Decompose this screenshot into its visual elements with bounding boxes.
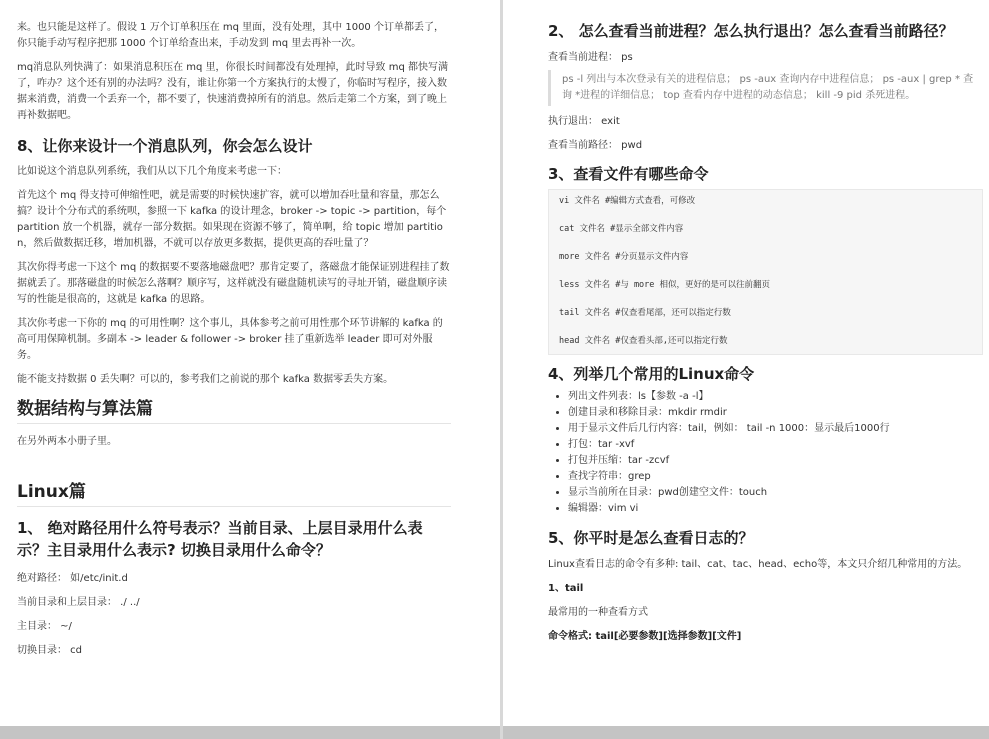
absolute-path-line: 绝对路径： 如/etc/init.d	[17, 573, 128, 584]
q8-paragraph-1: 比如说这个消息队列系统，我们从以下几个角度来考虑一下：	[17, 166, 287, 177]
current-dir-line: 当前目录和上层目录： ./ ../	[17, 597, 140, 608]
ds-heading-block	[17, 397, 451, 424]
code-line: vi 文件名 #编辑方式查看，可修改	[559, 196, 696, 206]
list-item: • 用于显示文件后几行内容：tail，例如： tail -n 1000：显示最后1000行	[568, 421, 983, 437]
q8-paragraph-5: 能不能支持数据 0 丢失啊？可以的，参考我们之前说的那个 kafka 数据零丢失方案。	[17, 374, 394, 385]
left-page-scrollbar[interactable]	[0, 726, 500, 739]
q8-heading: 8、让你来设计一个消息队列，你会怎么设计	[17, 137, 313, 155]
code-line: cat 文件名 #显示全部文件内容	[559, 224, 684, 234]
common-commands-list	[548, 389, 983, 517]
list-item: • 创建目录和移除目录：mkdir rmdir	[568, 405, 983, 421]
linux-q1-heading: 1、 绝对路径用什么符号表示？当前目录、上层目录用什么表示？主目录用什么表示? 切换目录用什么命令？	[17, 519, 423, 559]
list-item: • 查找字符串：grep	[568, 469, 983, 485]
q3-heading: 3、查看文件有哪些命令	[548, 165, 709, 183]
left-page-content	[17, 20, 451, 667]
right-page	[503, 0, 989, 739]
file-commands-code-block	[548, 189, 983, 355]
intro-paragraph: 来。也只能是这样了。假设 1 万个订单积压在 mq 里面，没有处理，其中 1000 个订单都丢了，你只能手动写程序把那 1000 个订单给查出来，手动发到 mq 里去再补一次。	[17, 22, 444, 49]
list-item: • 打包并压缩：tar -zcvf	[568, 453, 983, 469]
exit-command-line: 执行退出： exit	[548, 116, 620, 127]
tail-subheading	[548, 581, 983, 597]
tail-description: 最常用的一种查看方式	[548, 607, 648, 618]
list-item: • 打包：tar -xvf	[568, 437, 983, 453]
ds-paragraph: 在另外两本小册子里。	[17, 436, 117, 447]
command-format-text: 命令格式: tail[必要参数][选择参数][文件]	[548, 631, 742, 642]
list-item: • 显示当前所在目录：pwd创建空文件：touch	[568, 485, 983, 501]
view-process-line: 查看当前进程： ps	[548, 52, 633, 63]
code-line: more 文件名 #分页显示文件内容	[559, 252, 689, 262]
q8-paragraph-3: 其次你得考虑一下这个 mq 的数据要不要落地磁盘吧？那肯定要了，落磁盘才能保证别进程挂了数据就丢了。那落磁盘的时候怎么落啊？顺序写，这样就没有磁盘随机读写的寻址开销，磁盘顺序读写的性能是很高的，这就是 kafka 的思路。	[17, 262, 450, 305]
q8-paragraph-2: 首先这个 mq 得支持可伸缩性吧，就是需要的时候快速扩容，就可以增加吞吐量和容量，那怎么搞？设计个分布式的系统呗，参照一下 kafka 的设计理念，broker -> topic -> partition，每个 partition 放一个机器，就存一部分数据。如果现在资源不够了，简单啊，给 topic 增加 partition，然后做数据迁移，增加机器，不就可以存放更多数据，提供更高的吞吐量了？	[17, 190, 447, 249]
right-page-scrollbar[interactable]	[503, 726, 989, 739]
linux-heading: Linux篇	[17, 482, 86, 502]
process-commands-quote	[548, 70, 983, 106]
ds-heading: 数据结构与算法篇	[17, 399, 153, 419]
switch-dir-line: 切换目录： cd	[17, 645, 83, 656]
pwd-command-line: 查看当前路径： pwd	[548, 140, 643, 151]
home-dir-line: 主目录： ~/	[17, 621, 72, 632]
q2-heading: 2、 怎么查看当前进程？怎么执行退出？怎么查看当前路径？	[548, 22, 954, 40]
q8-paragraph-4: 其次你考虑一下你的 mq 的可用性啊？这个事儿，具体参考之前可用性那个环节讲解的 kafka 的高可用保障机制。多副本 -> leader & follower -> broker 挂了重新选举 leader 即可对外服务。	[17, 318, 443, 361]
code-line: less 文件名 #与 more 相似，更好的是可以往前翻页	[559, 280, 771, 290]
quote-text: ps -l 列出与本次登录有关的进程信息； ps -aux 查询内存中进程信息； ps -aux | grep * 查询 *进程的详细信息； top 查看内存中进程的动态信息； kill -9 pid 杀死进程。	[562, 74, 974, 101]
list-item: • 编辑器：vim vi	[568, 501, 983, 517]
q4-heading: 4、列举几个常用的Linux命令	[548, 365, 755, 383]
command-format-line	[548, 629, 983, 645]
tail-subheading-text: 1、tail	[548, 583, 584, 594]
q5-heading: 5、你平时是怎么查看日志的？	[548, 529, 754, 547]
q5-paragraph: Linux查看日志的命令有多种: tail、cat、tac、head、echo等，本文只介绍几种常用的方法。	[548, 559, 968, 570]
code-line: tail 文件名 #仅查看尾部，还可以指定行数	[559, 308, 731, 318]
list-item: • 列出文件列表：ls【参数 -a -l】	[568, 389, 983, 405]
mq-full-paragraph: mq消息队列快满了：如果消息积压在 mq 里，你很长时间都没有处理掉，此时导致 mq 都快写满了，咋办？这个还有别的办法吗？没有，谁让你第一个方案执行的太慢了，你临时写程序，接入数据来消费，消费一个丢弃一个，都不要了，快速消费掉所有的消息。然后走第二个方案，到了晚上再补数据吧。	[17, 62, 448, 121]
right-page-content	[548, 20, 983, 653]
linux-heading-block	[17, 480, 451, 507]
code-line: head 文件名 #仅查看头部,还可以指定行数	[559, 336, 728, 346]
